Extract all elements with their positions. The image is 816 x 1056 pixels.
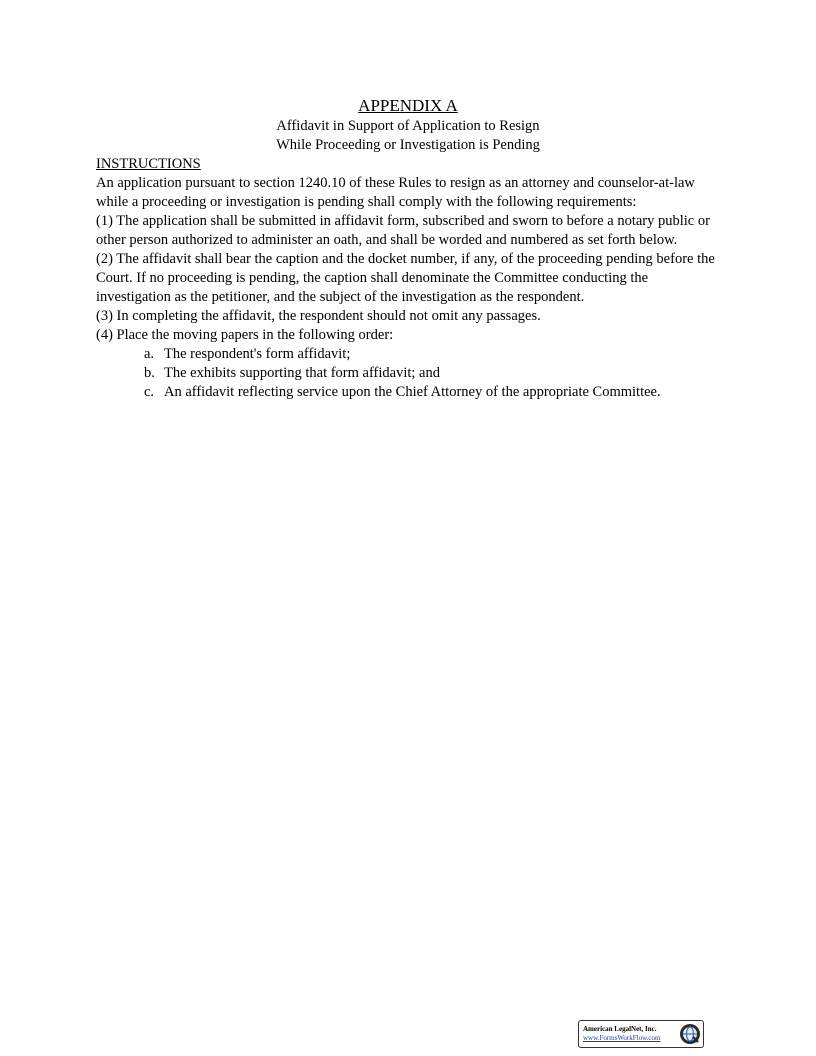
list-item-text: An affidavit reflecting service upon the Chief Attorney of the appropriate Committee. [164, 384, 661, 400]
list-marker: a. [144, 346, 155, 362]
instruction-item-3: (3) In completing the affidavit, the respondent should not omit any passages. [96, 308, 541, 324]
document-page [96, 96, 720, 402]
american-legalnet-logo[interactable] [578, 1020, 704, 1048]
moving-papers-order-list [96, 345, 720, 402]
instructions-heading: INSTRUCTIONS [96, 156, 201, 172]
list-item [96, 383, 720, 402]
instruction-item-4: (4) Place the moving papers in the following order: [96, 327, 394, 343]
list-item-text: The exhibits supporting that form affidavit; and [164, 365, 440, 381]
affidavit-subtitle-line-2: While Proceeding or Investigation is Pending [276, 137, 540, 153]
list-marker: b. [144, 365, 155, 381]
logo-company-name: American LegalNet, Inc. [583, 1025, 657, 1033]
instruction-item-2: (2) The affidavit shall bear the caption and the docket number, if any, of the proceeding pending before the Court. If no proceeding is pending, the caption shall denominate the Committee conducting the investigation as the petitioner, and the subject of the investigation as the respondent. [96, 251, 715, 305]
logo-website-link[interactable]: www.FormsWorkFlow.com [583, 1034, 661, 1042]
globe-logo-icon [679, 1023, 701, 1045]
affidavit-subtitle-line-1: Affidavit in Support of Application to Resign [276, 118, 540, 134]
list-item [96, 364, 720, 383]
instructions-intro: An application pursuant to section 1240.10 of these Rules to resign as an attorney and counselor-at-law while a proceeding or investigation is pending shall comply with the following requirements: [96, 175, 695, 210]
list-marker: c. [144, 384, 155, 400]
appendix-title: APPENDIX A [358, 96, 458, 115]
list-item-text: The respondent's form affidavit; [164, 346, 351, 362]
instruction-item-1: (1) The application shall be submitted in affidavit form, subscribed and sworn to before a notary public or other person authorized to administer an oath, and shall be worded and numbered as set forth below. [96, 213, 710, 248]
list-item [96, 345, 720, 364]
